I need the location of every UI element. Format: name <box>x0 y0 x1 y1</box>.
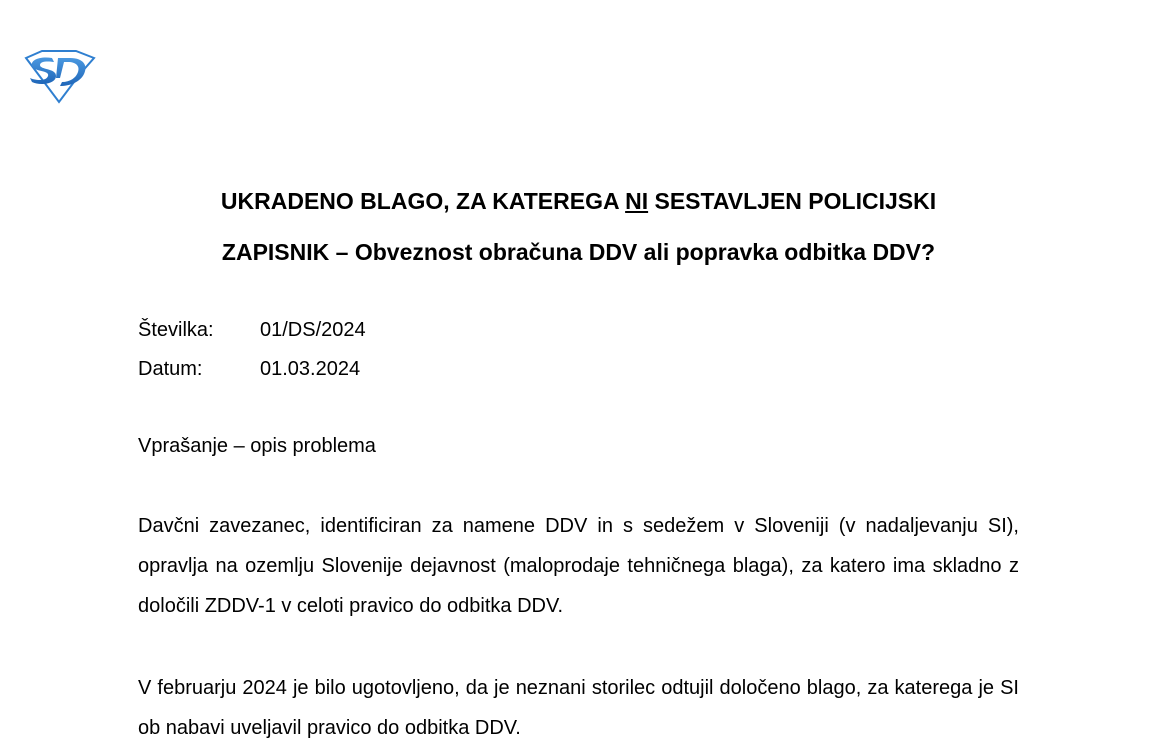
document-title <box>80 176 1077 278</box>
paragraph-2: V februarju 2024 je bilo ugotovljeno, da je neznani storilec odtujil določeno blago, za katerega je SI ob nabavi uveljavil pravico do odbitka DDV. <box>138 677 1019 739</box>
title-emphasis: NI <box>625 188 649 214</box>
date-value: 01.03.2024 <box>260 358 361 380</box>
meta-date-row <box>138 350 366 389</box>
title-line2: ZAPISNIK – Obveznost obračuna DDV ali popravka odbitka DDV? <box>221 239 936 265</box>
section-heading: Vprašanje – opis problema <box>138 435 376 457</box>
title-line1-start: UKRADENO BLAGO, ZA KATEREGA <box>220 188 626 214</box>
number-value: 01/DS/2024 <box>260 319 366 341</box>
sd-shield-logo-icon <box>22 48 96 104</box>
date-label: Datum: <box>138 358 203 380</box>
number-label: Številka: <box>138 319 214 341</box>
sd-logo <box>22 48 96 104</box>
paragraph-1: Davčni zavezanec, identificiran za namene DDV in s sedežem v Sloveniji (v nadaljevanju SI), opravlja na ozemlju Slovenije dejavnost (maloprodaje tehničnega blaga), za katero ima skladno z določili ZDDV-1 v celoti pravico do odbitka DDV. <box>138 515 1019 617</box>
title-line1-end: SESTAVLJEN POLICIJSKI <box>648 188 937 214</box>
meta-number-row <box>138 311 366 350</box>
document-meta <box>138 311 366 389</box>
